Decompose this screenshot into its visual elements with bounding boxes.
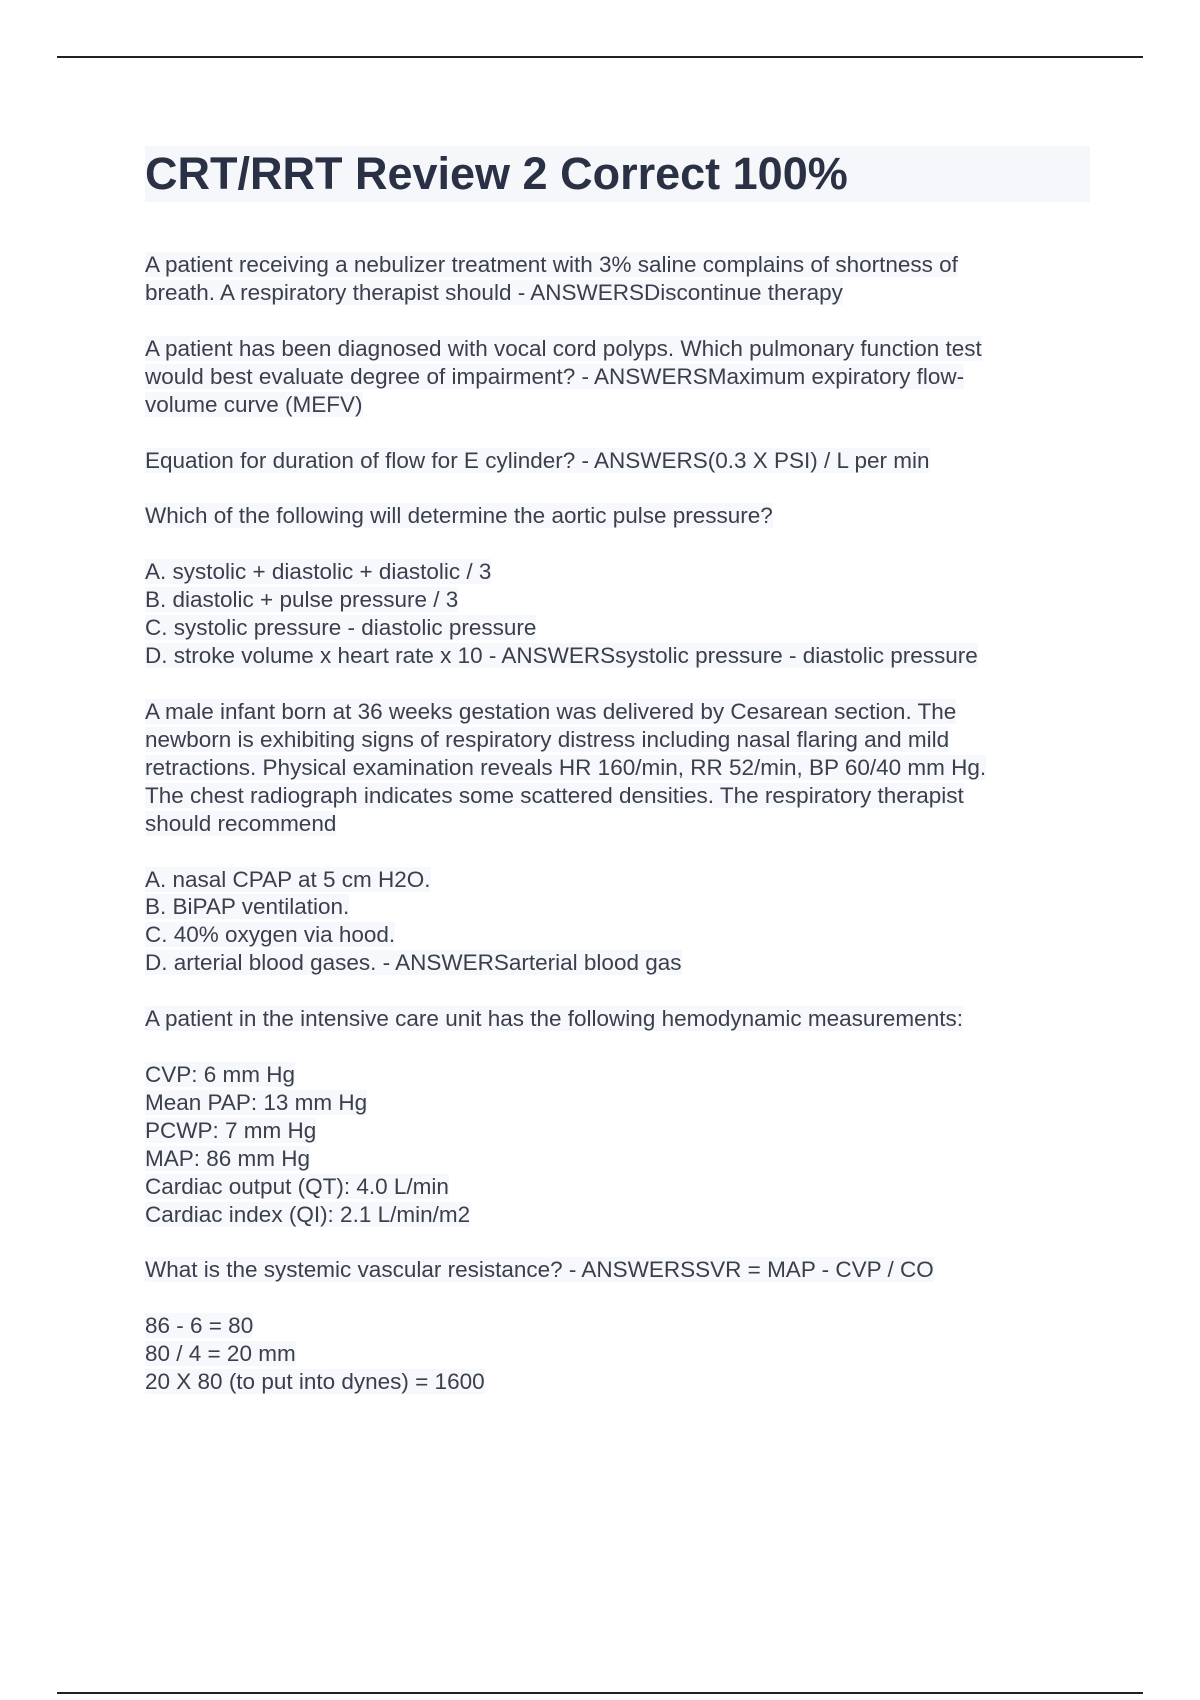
text-line bbox=[145, 614, 1090, 642]
qa-paragraph bbox=[145, 1061, 1090, 1228]
text-line bbox=[145, 893, 1090, 921]
text-line bbox=[145, 1368, 1090, 1396]
text-line-content: 86 - 6 = 80 bbox=[145, 1313, 254, 1339]
text-line bbox=[145, 279, 1090, 307]
text-line bbox=[145, 782, 1090, 810]
text-line-content: CVP: 6 mm Hg bbox=[145, 1062, 296, 1088]
text-line-content: B. diastolic + pulse pressure / 3 bbox=[145, 587, 459, 613]
qa-paragraph bbox=[145, 1256, 1090, 1284]
text-line bbox=[145, 251, 1090, 279]
text-line bbox=[145, 502, 1090, 530]
text-line bbox=[145, 810, 1090, 838]
qa-paragraph bbox=[145, 251, 1090, 307]
text-line bbox=[145, 1089, 1090, 1117]
text-line-content: B. BiPAP ventilation. bbox=[145, 894, 350, 920]
text-line-content: A patient receiving a nebulizer treatment with 3% saline complains of shortness of bbox=[145, 252, 958, 277]
text-line bbox=[145, 1173, 1090, 1201]
text-line bbox=[145, 921, 1090, 949]
text-line-content: Cardiac output (QT): 4.0 L/min bbox=[145, 1173, 449, 1199]
qa-paragraph bbox=[145, 447, 1090, 475]
text-line bbox=[145, 1005, 1090, 1033]
text-line-content: volume curve (MEFV) bbox=[145, 391, 363, 417]
document-body bbox=[145, 146, 1090, 1424]
text-line bbox=[145, 391, 1090, 419]
qa-paragraph bbox=[145, 558, 1090, 670]
text-line-content: newborn is exhibiting signs of respiratory distress including nasal flaring and mild bbox=[145, 726, 950, 752]
text-line bbox=[145, 1145, 1090, 1173]
text-line-content: Equation for duration of flow for E cylinder? - ANSWERS(0.3 X PSI) / L per min bbox=[145, 447, 930, 473]
text-line bbox=[145, 1061, 1090, 1089]
qa-paragraph bbox=[145, 866, 1090, 978]
text-line bbox=[145, 642, 1090, 670]
text-line bbox=[145, 558, 1090, 586]
text-line-content: should recommend bbox=[145, 810, 337, 836]
text-line-content: D. arterial blood gases. - ANSWERSarterial blood gas bbox=[145, 950, 682, 976]
text-line-content: A patient in the intensive care unit has the following hemodynamic measurements: bbox=[145, 1006, 963, 1032]
qa-paragraph bbox=[145, 1005, 1090, 1033]
text-line-content: 80 / 4 = 20 mm bbox=[145, 1341, 296, 1367]
text-line-content: retractions. Physical examination reveals HR 160/min, RR 52/min, BP 60/40 mm Hg. bbox=[145, 754, 987, 780]
text-line-content: C. 40% oxygen via hood. bbox=[145, 922, 396, 948]
text-line-content: A male infant born at 36 weeks gestation was delivered by Cesarean section. The bbox=[145, 698, 957, 724]
qa-paragraph bbox=[145, 698, 1090, 838]
header-rule bbox=[57, 56, 1143, 58]
text-line-content: Which of the following will determine the aortic pulse pressure? bbox=[145, 503, 773, 529]
text-line bbox=[145, 1340, 1090, 1368]
text-line-content: What is the systemic vascular resistance? - ANSWERSSVR = MAP - CVP / CO bbox=[145, 1257, 934, 1283]
qa-paragraph bbox=[145, 1312, 1090, 1396]
text-line-content: A patient has been diagnosed with vocal cord polyps. Which pulmonary function test bbox=[145, 335, 982, 361]
qa-entries bbox=[145, 251, 1090, 1396]
text-line-content: breath. A respiratory therapist should - ANSWERSDiscontinue therapy bbox=[145, 279, 843, 305]
qa-paragraph bbox=[145, 502, 1090, 530]
text-line-content: 20 X 80 (to put into dynes) = 1600 bbox=[145, 1369, 485, 1395]
text-line-content: PCWP: 7 mm Hg bbox=[145, 1117, 317, 1143]
text-line bbox=[145, 754, 1090, 782]
text-line bbox=[145, 1117, 1090, 1145]
text-line-content: A. systolic + diastolic + diastolic / 3 bbox=[145, 559, 492, 585]
text-line bbox=[145, 726, 1090, 754]
text-line-content: D. stroke volume x heart rate x 10 - ANSWERSsystolic pressure - diastolic pressure bbox=[145, 643, 978, 669]
text-line bbox=[145, 698, 1090, 726]
text-line bbox=[145, 1256, 1090, 1284]
footer-rule bbox=[57, 1692, 1143, 1694]
text-line bbox=[145, 1312, 1090, 1340]
document-title: CRT/RRT Review 2 Correct 100% bbox=[145, 146, 1090, 202]
text-line bbox=[145, 866, 1090, 894]
text-line bbox=[145, 447, 1090, 475]
text-line bbox=[145, 949, 1090, 977]
text-line-content: Cardiac index (QI): 2.1 L/min/m2 bbox=[145, 1201, 471, 1227]
text-line-content: A. nasal CPAP at 5 cm H2O. bbox=[145, 866, 431, 892]
text-line-content: would best evaluate degree of impairment? - ANSWERSMaximum expiratory flow- bbox=[145, 363, 965, 389]
qa-paragraph bbox=[145, 335, 1090, 419]
text-line bbox=[145, 586, 1090, 614]
text-line-content: C. systolic pressure - diastolic pressure bbox=[145, 615, 537, 641]
text-line bbox=[145, 1201, 1090, 1229]
text-line-content: The chest radiograph indicates some scattered densities. The respiratory therapist bbox=[145, 782, 964, 808]
text-line bbox=[145, 335, 1090, 363]
text-line-content: MAP: 86 mm Hg bbox=[145, 1145, 311, 1171]
text-line-content: Mean PAP: 13 mm Hg bbox=[145, 1089, 368, 1115]
text-line bbox=[145, 363, 1090, 391]
